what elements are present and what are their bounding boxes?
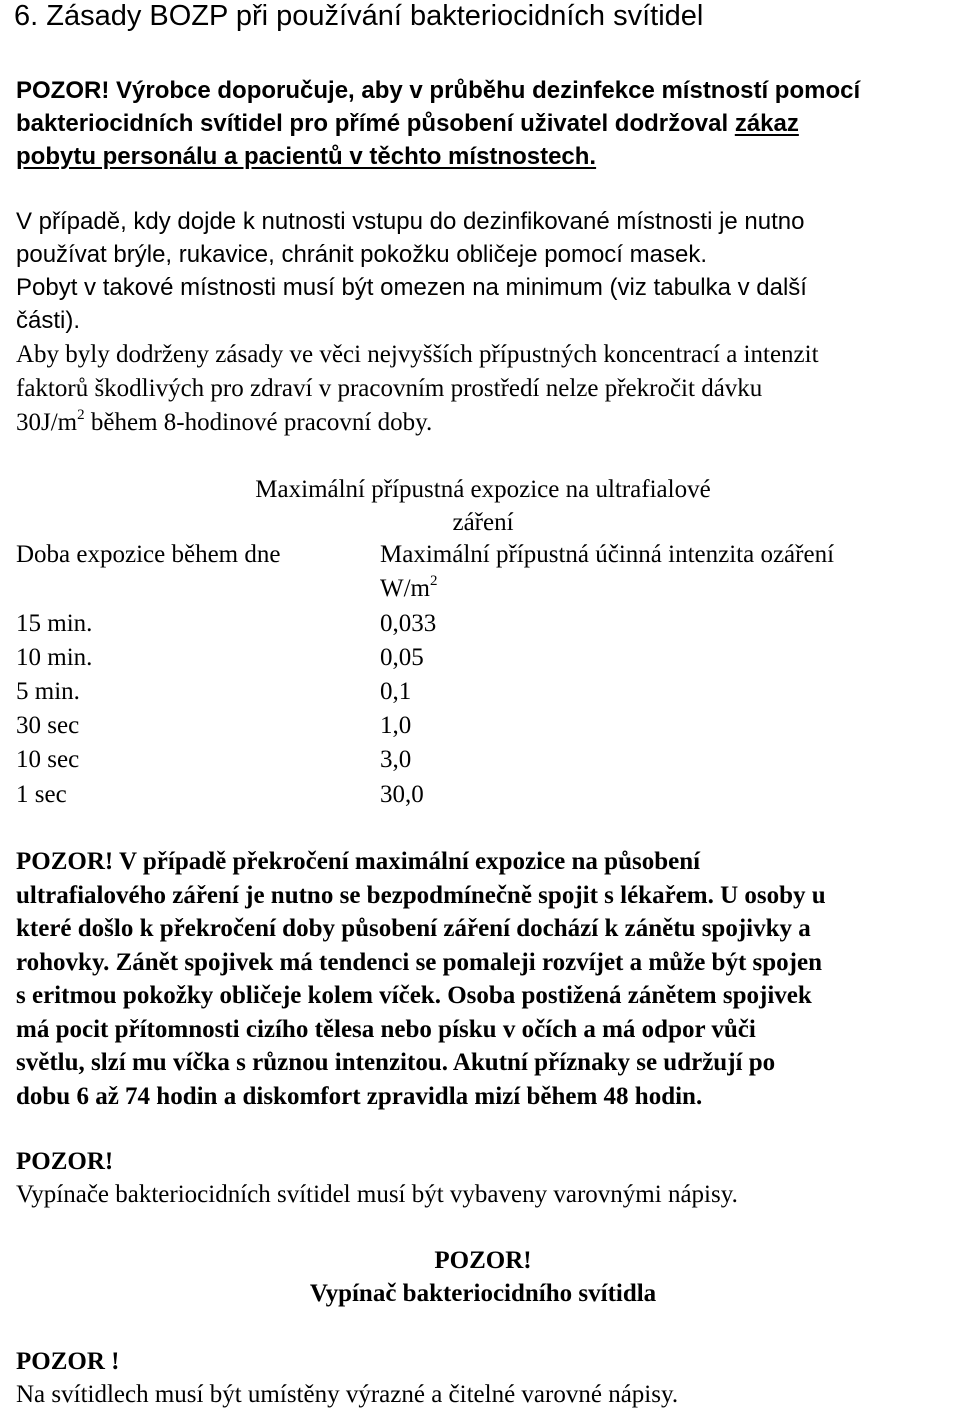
warning2-line: POZOR! V případě překročení maximální expozice na působení [16,848,701,875]
unit-text: W/m [380,575,430,602]
paragraph1-line-3: Pobyt v takové místnosti musí být omezen na minimum (viz tabulka v další [16,274,807,301]
table-row-intensity: 0,1 [380,678,412,705]
warning1-line-2 [16,107,799,140]
table-header-intensity: Maximální přípustná účinná intenzita ozáření [380,541,835,568]
table-header-duration: Doba expozice během dne [16,541,281,568]
table-row-duration: 1 sec [16,781,67,808]
warning-paragraph-1 [16,74,952,174]
table-row-duration: 15 min. [16,610,93,637]
paragraph2-line-3 [16,406,432,440]
paragraph2-line-1: Aby byly dodrženy zásady ve věci nejvyšších přípustných koncentrací a intenzit [16,341,819,368]
exposure-limit-paragraph [16,338,952,440]
paragraph1-line-2: používat brýle, rukavice, chránit pokožku obličeje pomocí masek. [16,241,707,268]
medical-warning-paragraph [16,845,952,1117]
table-row-intensity: 3,0 [380,746,412,773]
warning4-text: Na svítidlech musí být umístěny výrazné a čitelné varovné nápisy. [16,1381,679,1408]
table-row-intensity: 0,033 [380,610,437,637]
table-row-intensity: 0,05 [380,644,424,671]
switch-sign-text: Vypínač bakteriocidního svítidla [309,1280,657,1307]
warning2-line: dobu 6 až 74 hodin a diskomfort zpravidla mizí během 48 hodin. [16,1082,703,1110]
warning1-line-1: POZOR! Výrobce doporučuje, aby v průběhu dezinfekce místností pomocí [16,77,861,104]
warning3-title: POZOR! [16,1148,114,1175]
paragraph2-line-2: faktorů škodlivých pro zdraví v pracovním prostředí nelze překročit dávku [16,375,763,402]
warning2-line: které došlo k překročení doby působení záření dochází k zánětu spojivky a [16,915,811,942]
switch-label-warning [16,1145,952,1215]
table-header-intensity-unit [380,572,438,606]
warning2-line: má pocit přítomnosti cizího tělesa nebo písku v očích a má odpor vůči [16,1015,756,1043]
paragraph1-line-1: V případě, kdy dojde k nutnosti vstupu do dezinfikované místnosti je nutno [16,208,805,235]
warning1-line-3: pobytu personálu a pacientů v těchto místnostech. [16,143,597,170]
table-row-duration: 30 sec [16,712,80,739]
table-row-intensity: 1,0 [380,712,412,739]
warning2-line: rohovky. Zánět spojivek má tendenci se pomaleji rozvíjet a může být spojen [16,948,822,976]
warning2-line: světlu, slzí mu víčka s různou intenzitou. Akutní příznaky se udržují po [16,1049,776,1076]
warning1-line-2-text: bakteriocidních svítidel pro přímé působení uživatel dodržoval [16,110,735,137]
table-row-duration: 10 sec [16,746,80,773]
luminaire-label-warning [16,1345,952,1413]
section-heading: 6. Zásady BOZP při používání bakteriocidních svítidel [14,0,704,32]
table-caption-line-2: záření [452,509,514,536]
paragraph2-dose-value: 30J/m [16,409,78,436]
paragraph2-dose-exponent: 2 [77,406,85,423]
warning1-underlined-word: zákaz [734,110,799,137]
paragraph2-line-3-text: během 8-hodinové pracovní doby. [84,409,433,436]
warning3-text: Vypínače bakteriocidních svítidel musí být vybaveny varovnými nápisy. [16,1181,738,1208]
unit-exponent: 2 [430,572,438,589]
table-row-duration: 5 min. [16,678,80,705]
table-row-intensity: 30,0 [380,781,424,808]
paragraph1-line-4: části). [16,307,81,334]
table-caption-line-1: Maximální přípustná expozice na ultrafialové [255,476,711,503]
warning2-line: ultrafialového záření je nutno se bezpodmínečně spojit s lékařem. U osoby u [16,881,826,909]
switch-sign-title: POZOR! [434,1247,532,1274]
protection-paragraph [16,205,952,340]
warning4-title: POZOR ! [16,1348,120,1375]
warning2-line: s eritmou pokožky obličeje kolem víček. Osoba postižená zánětem spojivek [16,982,812,1009]
table-row-duration: 10 min. [16,644,93,671]
